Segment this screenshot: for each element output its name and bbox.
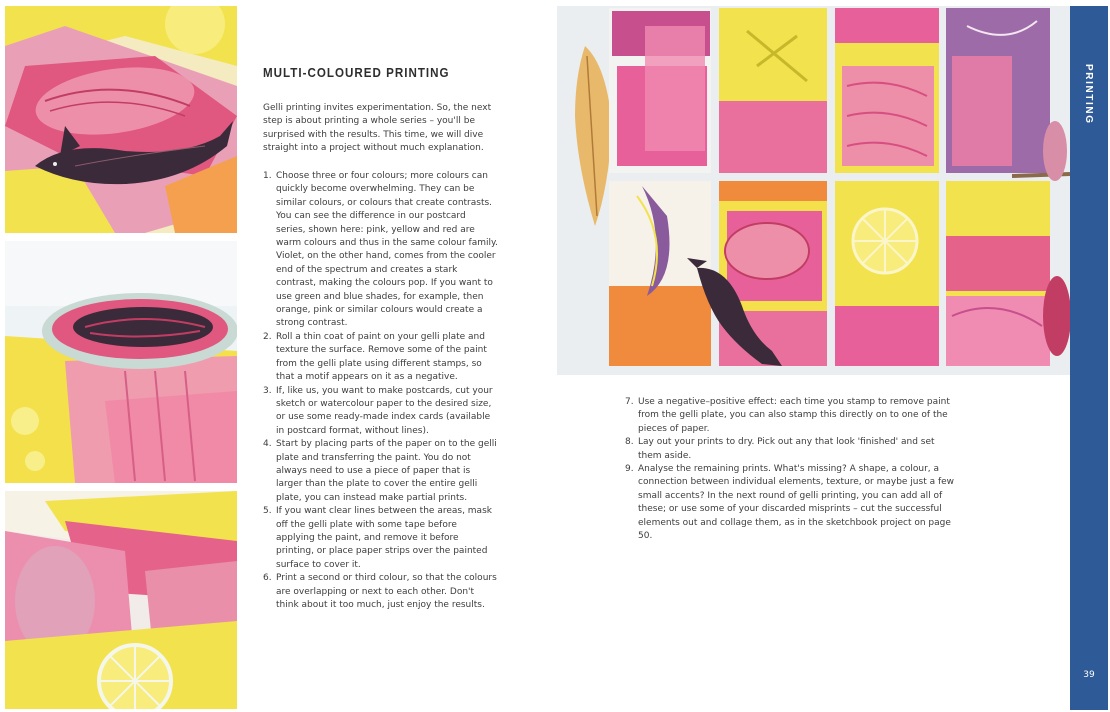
photo-postcard-grid	[557, 6, 1070, 375]
step-number: 5.	[263, 506, 272, 517]
step-text: If you want clear lines between the areas, mask off the gelli plate with some tape before applying the paint, and remove it before printing, or place paper strips over the painted surface to cover it.	[276, 506, 492, 570]
step-text: Choose three or four colours; more colours can quickly become overwhelming. They can be similar colours, or colours that create contrasts. You can see the difference in our postcard series, shown here: pink, yellow and red are warm colours and thus in the same colour family. Violet, on the other hand, comes from the cooler end of the spectrum and creates a stark contrast, making the colours pop. If you want to use green and blue shades, for example, then orange, pink or similar colours would create a strong contrast.	[276, 171, 498, 329]
intro-paragraph: Gelli printing invites experimentation. So, the next step is about printing a whole series – you'll be surprised with the results. This time, we will dive straight into a project without much explanation.	[263, 103, 492, 154]
photo-whale-stamp	[5, 6, 237, 233]
list-item	[263, 438, 498, 505]
list-item	[625, 396, 960, 436]
photo-fanned-postcards	[5, 491, 237, 709]
steps-list-right	[625, 396, 960, 543]
list-item	[625, 436, 960, 463]
step-text: Roll a thin coat of paint on your gelli plate and texture the surface. Remove some of the paint from the gelli plate using different stamps, so that a motif appears on it as a negative.	[276, 331, 487, 383]
list-item	[263, 572, 498, 612]
step-text: Lay out your prints to dry. Pick out any that look 'finished' and set them aside.	[638, 437, 935, 461]
list-item	[263, 385, 498, 439]
step-number: 6.	[263, 573, 272, 584]
step-number: 8.	[625, 437, 634, 448]
step-number: 2.	[263, 331, 272, 342]
list-item	[263, 505, 498, 572]
list-item	[263, 170, 498, 331]
step-text: If, like us, you want to make postcards, cut your sketch or watercolour paper to the desired size, or use some ready-made index cards (available in postcard format, without lines).	[276, 385, 493, 436]
step-number: 7.	[625, 397, 634, 407]
list-item	[625, 463, 960, 543]
list-item	[263, 331, 498, 385]
step-number: 4.	[263, 439, 272, 450]
photo-cocoa-stamp	[5, 241, 237, 483]
step-text: Start by placing parts of the paper on to the gelli plate and transferring the paint. You do not always need to use a piece of paper that is larger than the plate to cover the entire gelli plate, you can instead make partial prints.	[276, 439, 497, 503]
step-text: Use a negative–positive effect: each time you stamp to remove paint from the gelli plate, you can also stamp this directly on to one of the pieces of paper.	[638, 397, 950, 434]
steps-list-left	[263, 170, 498, 612]
step-text: Analyse the remaining prints. What's missing? A shape, a colour, a connection between individual elements, texture, or maybe just a few small accents? In the next round of gelli printing, you can add all of these; or use some of your discarded misprints – cut the successful elements out and collage them, as in the sketchbook project on page 50.	[638, 464, 955, 542]
step-number: 1.	[263, 171, 272, 181]
step-text: Print a second or third colour, so that the colours are overlapping or next to each other. Don't think about it too much, just enjoy the results.	[276, 573, 497, 610]
section-tab-label: PRINTING	[1083, 64, 1094, 125]
page-number: 39	[1083, 670, 1095, 680]
page-title: MULTI-COLOURED PRINTING	[263, 66, 450, 80]
step-number: 3.	[263, 385, 272, 396]
step-number: 9.	[625, 464, 634, 475]
